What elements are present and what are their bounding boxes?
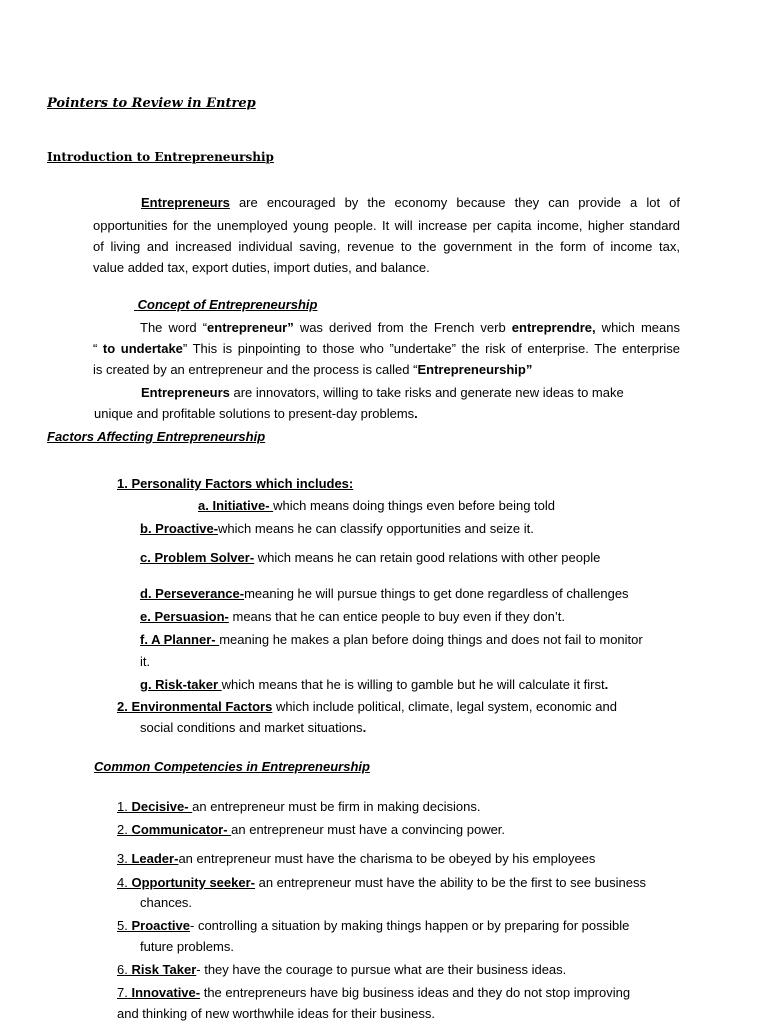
competency-risk-taker: 6. Risk Taker- they have the courage to pursue what are their business ideas. [117,962,567,977]
document-title: Pointers to Review in Entrep [47,96,256,111]
personality-factors: 1. Personality Factors which includes: [117,476,354,491]
factor-planner: f. A Planner- meaning he makes a plan before doing things and does not fail to monitor [140,632,643,647]
competencies-heading: Common Competencies in Entrepreneurship [94,759,370,774]
intro-line-3: of living and increased individual saving, revenue to the government in the form of income tax, [93,239,680,254]
factor-problem-solver: c. Problem Solver- which means he can retain good relations with other people [140,550,601,565]
concept-heading: Concept of Entrepreneurship [137,297,318,312]
competency-communicator: 2. Communicator- an entrepreneur must have a convincing power. [117,822,506,837]
factor-proactive: b. Proactive-which means he can classify opportunities and seize it. [140,521,534,536]
concept-line-5: unique and profitable solutions to present-day problems. [94,406,418,421]
intro-line-1: Entrepreneurs are encouraged by the economy because they can provide a lot of [141,195,680,210]
competency-proactive-cont: future problems. [140,939,234,954]
intro-line-4: value added tax, export duties, import duties, and balance. [93,260,430,275]
concept-line-2: “ to undertake” This is pinpointing to those who ”undertake” the risk of enterprise. The enterprise [93,341,680,356]
competency-leader: 3. Leader-an entrepreneur must have the charisma to be obeyed by his employees [117,851,596,866]
intro-line-2: opportunities for the unemployed young people. It will increase per capita income, higher standard [93,218,680,233]
factor-risk-taker: g. Risk-taker which means that he is willing to gamble but he will calculate it first. [140,677,609,692]
factor-planner-cont: it. [140,654,151,669]
competency-decisive: 1. Decisive- an entrepreneur must be firm in making decisions. [117,799,481,814]
factor-perseverance: d. Perseverance-meaning he will pursue things to get done regardless of challenges [140,586,629,601]
competency-proactive: 5. Proactive- controlling a situation by making things happen or by preparing for possible [117,918,630,933]
competency-opportunity-seeker: 4. Opportunity seeker- an entrepreneur must have the ability to be the first to see business [117,875,646,890]
competency-opportunity-seeker-cont: chances. [140,895,193,910]
competency-innovative: 7. Innovative- the entrepreneurs have big business ideas and they do not stop improving [117,985,631,1000]
concept-line-1: The word “entrepreneur” was derived from the French verb entreprendre, which means [140,320,680,335]
factor-persuasion: e. Persuasion- means that he can entice people to buy even if they don’t. [140,609,565,624]
environmental-factors-cont: social conditions and market situations. [140,720,367,735]
intro-heading: Introduction to Entrepreneurship [47,150,274,164]
concept-line-4: Entrepreneurs are innovators, willing to take risks and generate new ideas to make [141,385,624,400]
factors-heading: Factors Affecting Entrepreneurship [47,429,266,444]
factor-initiative: a. Initiative- which means doing things even before being told [198,498,555,513]
competency-innovative-cont: and thinking of new worthwhile ideas for their business. [117,1006,435,1021]
concept-line-3: is created by an entrepreneur and the process is called “Entrepreneurship” [93,362,533,377]
environmental-factors: 2. Environmental Factors which include political, climate, legal system, economic and [117,699,617,714]
